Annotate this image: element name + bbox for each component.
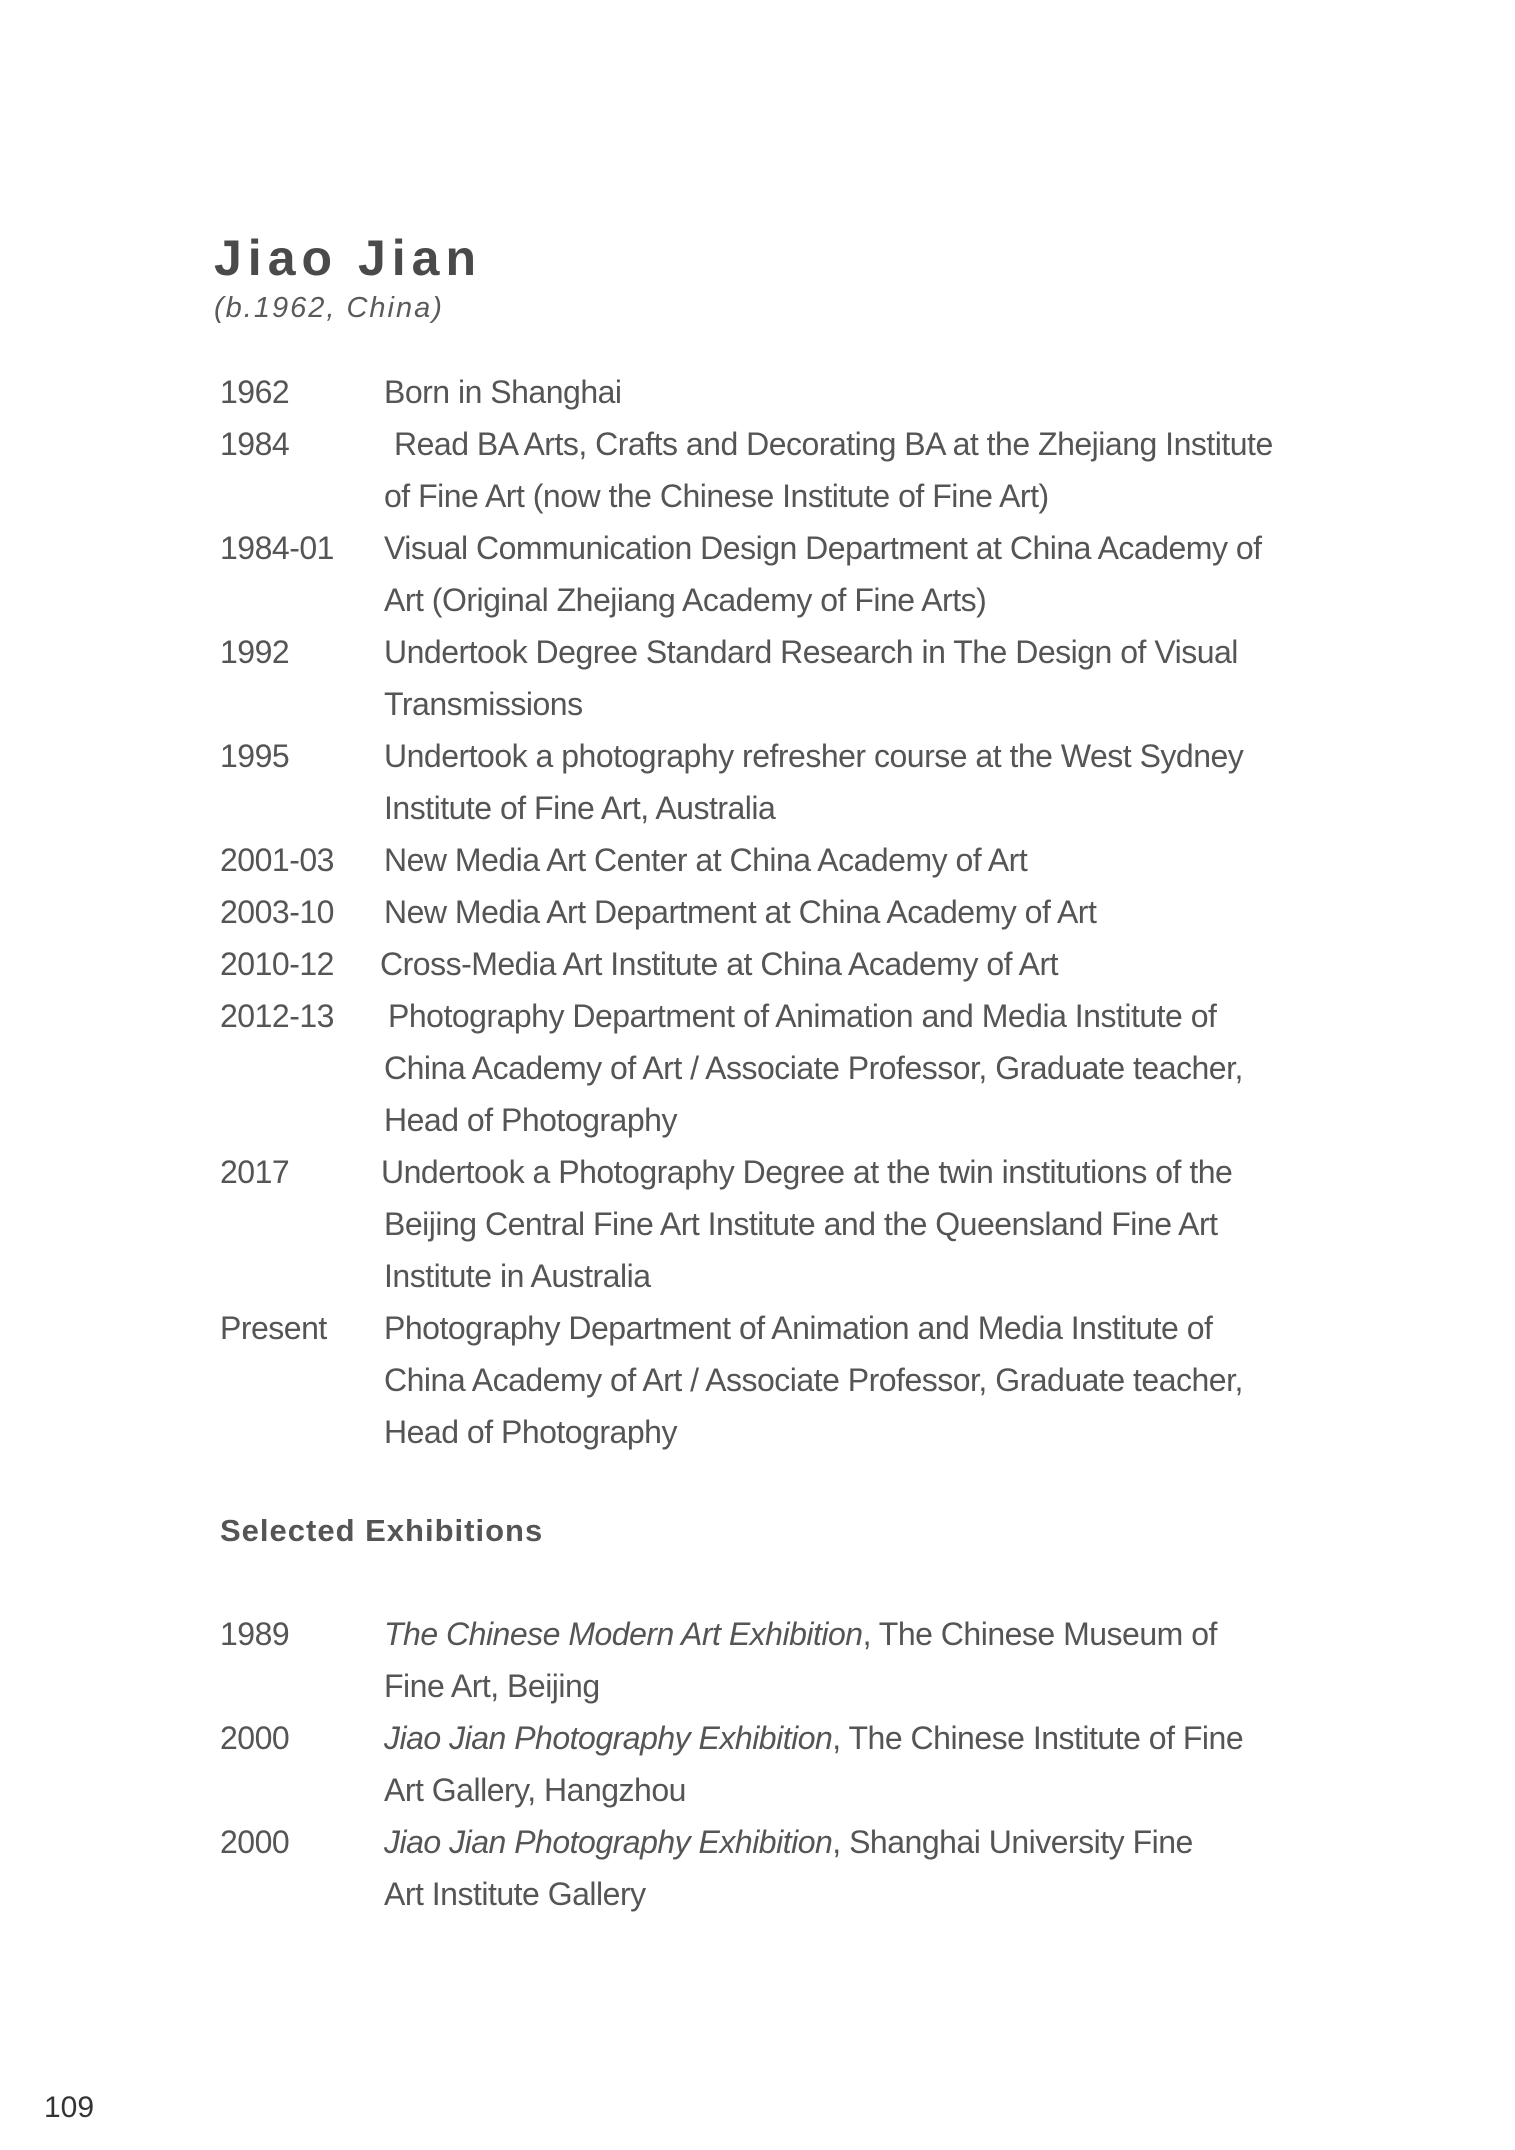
timeline-description <box>384 990 1350 1146</box>
timeline-description <box>384 834 1350 886</box>
exhibition-title: Jiao Jian Photography Exhibition <box>384 1824 833 1860</box>
artist-name: Jiao Jian <box>214 230 482 286</box>
timeline-entry <box>220 418 1350 522</box>
timeline-description <box>381 1146 1350 1302</box>
timeline-line: Read BA Arts, Crafts and Decorating BA at the Zhejiang Institute <box>394 426 1273 462</box>
exhibition-year: 1989 <box>220 1616 290 1652</box>
timeline-year: 2010-12 <box>220 946 334 982</box>
timeline-line: Head of Photography <box>384 1414 677 1450</box>
timeline-line: China Academy of Art / Associate Professor, Graduate teacher, <box>384 1362 1243 1398</box>
timeline-line: Art (Original Zhejiang Academy of Fine Arts) <box>384 582 987 618</box>
timeline-line: Undertook a Photography Degree at the twin institutions of the <box>381 1154 1233 1190</box>
exhibition-line: Fine Art, Beijing <box>384 1668 600 1704</box>
timeline-entry <box>220 834 1350 886</box>
exhibition-entry <box>220 1608 1350 1712</box>
timeline-line: of Fine Art (now the Chinese Institute of Fine Art) <box>384 478 1049 514</box>
artist-header <box>214 228 482 326</box>
exhibition-title: Jiao Jian Photography Exhibition <box>384 1720 833 1756</box>
timeline-description <box>384 418 1350 522</box>
exhibition-entry <box>220 1712 1350 1816</box>
timeline-description <box>384 626 1350 730</box>
timeline-year: 1984-01 <box>220 530 334 566</box>
timeline-year: 1995 <box>220 738 290 774</box>
timeline-year: Present <box>220 1310 327 1346</box>
exhibition-year: 2000 <box>220 1824 290 1860</box>
biography-timeline <box>220 366 1350 1458</box>
timeline-entry <box>220 1146 1350 1302</box>
timeline-entry <box>220 990 1350 1146</box>
timeline-line: Transmissions <box>384 686 583 722</box>
timeline-entry <box>220 366 1350 418</box>
artist-birth-info: (b.1962, China) <box>214 292 444 324</box>
timeline-description <box>384 730 1350 834</box>
timeline-line: Visual Communication Design Department at China Academy of <box>384 530 1262 566</box>
timeline-line: Undertook Degree Standard Research in The Design of Visual <box>384 634 1238 670</box>
timeline-line: Undertook a photography refresher course at the West Sydney <box>384 738 1244 774</box>
timeline-entry <box>220 730 1350 834</box>
timeline-line: Photography Department of Animation and Media Institute of <box>384 1310 1213 1346</box>
selected-exhibitions-heading: Selected Exhibitions <box>220 1513 544 1548</box>
exhibition-description <box>384 1816 1350 1920</box>
timeline-line: Photography Department of Animation and Media Institute of <box>388 998 1217 1034</box>
timeline-year: 2001-03 <box>220 842 334 878</box>
exhibition-entry <box>220 1816 1350 1920</box>
timeline-line: Head of Photography <box>384 1102 677 1138</box>
timeline-entry <box>220 938 1350 990</box>
exhibitions-list <box>220 1608 1350 1920</box>
exhibition-venue: , The Chinese Institute of Fine <box>832 1720 1244 1756</box>
timeline-line: Beijing Central Fine Art Institute and the Queensland Fine Art <box>384 1206 1218 1242</box>
timeline-entry <box>220 522 1350 626</box>
timeline-entry <box>220 886 1350 938</box>
timeline-year: 1962 <box>220 374 290 410</box>
timeline-description <box>380 938 1350 990</box>
timeline-year: 1992 <box>220 634 290 670</box>
exhibition-line <box>384 1608 1350 1660</box>
exhibition-year: 2000 <box>220 1720 290 1756</box>
timeline-entry <box>220 1302 1350 1458</box>
exhibition-description <box>384 1608 1350 1712</box>
timeline-description <box>384 1302 1350 1458</box>
timeline-line: New Media Art Center at China Academy of Art <box>384 842 1028 878</box>
exhibition-description <box>384 1712 1350 1816</box>
timeline-year: 1984 <box>220 426 290 462</box>
exhibition-venue: , Shanghai University Fine <box>832 1824 1193 1860</box>
exhibition-title: The Chinese Modern Art Exhibition <box>384 1616 863 1652</box>
timeline-entry <box>220 626 1350 730</box>
timeline-line: China Academy of Art / Associate Professor, Graduate teacher, <box>384 1050 1243 1086</box>
timeline-line: Born in Shanghai <box>384 374 622 410</box>
exhibition-line <box>384 1816 1350 1868</box>
page-number: 109 <box>44 2091 95 2124</box>
exhibition-line <box>384 1712 1350 1764</box>
timeline-line: Cross-Media Art Institute at China Academy of Art <box>380 946 1059 982</box>
timeline-description <box>384 366 1350 418</box>
timeline-description <box>384 522 1350 626</box>
timeline-year: 2012-13 <box>220 998 334 1034</box>
timeline-line: Institute in Australia <box>384 1258 651 1294</box>
timeline-description <box>384 886 1350 938</box>
exhibition-line: Art Institute Gallery <box>384 1876 646 1912</box>
timeline-line: New Media Art Department at China Academy of Art <box>384 894 1097 930</box>
timeline-line: Institute of Fine Art, Australia <box>384 790 776 826</box>
exhibition-venue: , The Chinese Museum of <box>862 1616 1217 1652</box>
timeline-year: 2003-10 <box>220 894 334 930</box>
exhibition-line: Art Gallery, Hangzhou <box>384 1772 686 1808</box>
timeline-year: 2017 <box>220 1154 290 1190</box>
